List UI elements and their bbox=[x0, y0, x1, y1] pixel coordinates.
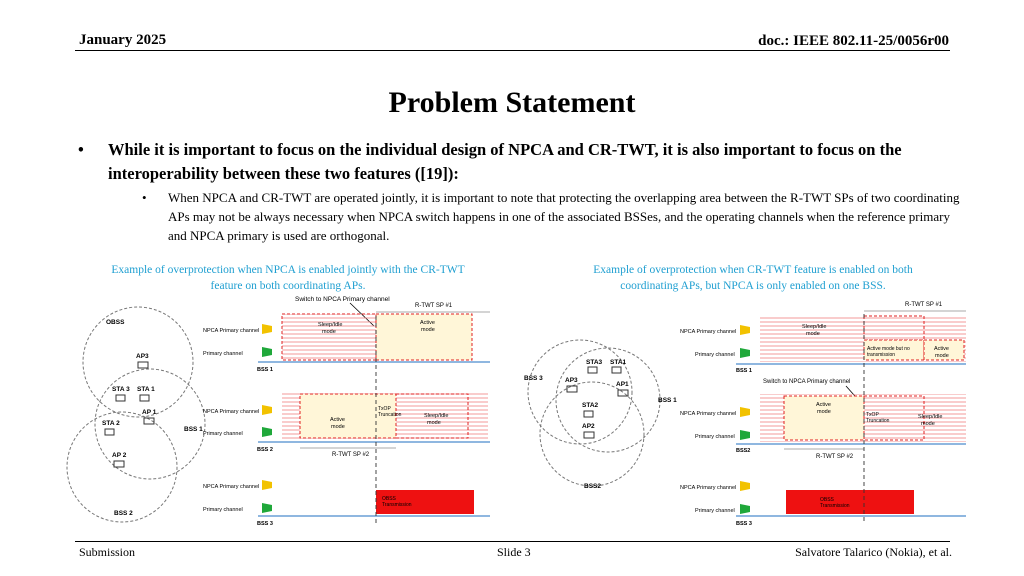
bss2-txop-text-2: Truncation bbox=[866, 418, 890, 424]
bss2-active-text-1: Active bbox=[330, 417, 345, 423]
footer-rule bbox=[75, 541, 950, 542]
npca-triangle-icon bbox=[740, 481, 750, 491]
sta1-device-icon bbox=[612, 367, 621, 373]
main-bullet-text: While it is important to focus on the individual design of NPCA and CR-TWT, it is also important to focus on the interoperability between these two features ([19]): bbox=[108, 140, 902, 183]
sub-bullet-text: When NPCA and CR-TWT are operated jointly, it is important to note that protecting the overlapping area between the R-TWT SPs of two coordinating APs may not be always necessary when NPCA switch happens in one of the associated BSSes, and the operating channels when the reference primary and NPCA primary is used are orthogonal. bbox=[168, 190, 960, 243]
bss3-npca-label: NPCA Primary channel bbox=[203, 484, 260, 490]
bss2-npca-label: NPCA Primary channel bbox=[203, 409, 260, 415]
left-figure-caption: Example of overprotection when NPCA is enabled jointly with the CR-TWT feature on both coordinating APs. bbox=[111, 264, 465, 292]
label-ap2: AP2 bbox=[582, 423, 595, 430]
sta3-device-icon bbox=[588, 367, 597, 373]
label-bss2-topo: BSS 2 bbox=[114, 510, 133, 517]
right-diagram bbox=[520, 292, 970, 532]
ap3-device-icon bbox=[567, 386, 577, 392]
footer-slide-number: Slide 3 bbox=[497, 545, 531, 559]
bss1-active-no-tx-text-1: Active mode but no bbox=[867, 346, 910, 352]
label-bss1-topo: BSS 1 bbox=[658, 397, 677, 404]
primary-triangle-icon bbox=[740, 504, 750, 514]
primary-triangle-icon bbox=[262, 503, 272, 513]
label-ap1: AP 1 bbox=[142, 409, 157, 416]
obss-text-1: OBSS bbox=[382, 496, 396, 502]
bss1-active-text-2: mode bbox=[421, 327, 435, 333]
bss1-sleep-text-1: Sleep/Idle bbox=[802, 324, 827, 330]
bss2-label: BSS 2 bbox=[257, 447, 273, 453]
obss-transmission-bar bbox=[786, 490, 914, 514]
bss2-label: BSS2 bbox=[736, 448, 751, 454]
bss1-active-text-2: mode bbox=[935, 353, 949, 359]
label-sta3: STA3 bbox=[586, 359, 603, 366]
bss1-sleep-text-1: Sleep/Idle bbox=[318, 322, 343, 328]
switch-label: Switch to NPCA Primary channel bbox=[295, 296, 390, 303]
bss1-active-text-1: Active bbox=[934, 346, 949, 352]
bss3-label: BSS 3 bbox=[257, 521, 273, 527]
bss2-sleep-text-1: Sleep/Idle bbox=[424, 413, 449, 419]
sta1-device-icon bbox=[140, 395, 149, 401]
primary-triangle-icon bbox=[740, 348, 750, 358]
bullet-dot: • bbox=[78, 140, 84, 159]
sta3-device-icon bbox=[116, 395, 125, 401]
label-bss3-topo: BSS 3 bbox=[524, 375, 543, 382]
npca-triangle-icon bbox=[262, 324, 272, 334]
rtwt-sp1-label: R-TWT SP #1 bbox=[415, 303, 453, 309]
rtwt-sp1-label: R-TWT SP #1 bbox=[905, 302, 943, 308]
bss3-primary-label: Primary channel bbox=[695, 508, 735, 514]
bss3-npca-label: NPCA Primary channel bbox=[680, 485, 737, 491]
main-bullet bbox=[78, 138, 958, 186]
bss2-npca-label: NPCA Primary channel bbox=[680, 411, 737, 417]
label-sta3: STA 3 bbox=[112, 386, 130, 393]
label-sta1: STA1 bbox=[610, 359, 627, 366]
left-topology bbox=[67, 307, 205, 522]
obss-text-2: Transmission bbox=[820, 503, 850, 509]
bullet-dot: • bbox=[142, 190, 147, 205]
bss2-active-text-2: mode bbox=[817, 409, 831, 415]
primary-triangle-icon bbox=[262, 427, 272, 437]
header-date: January 2025 bbox=[79, 32, 167, 48]
left-diagram bbox=[60, 292, 500, 532]
rtwt-sp2-label: R-TWT SP #2 bbox=[816, 454, 854, 460]
ap2-device-icon bbox=[584, 432, 594, 438]
bss1-label: BSS 1 bbox=[257, 367, 273, 373]
sub-bullet bbox=[142, 188, 962, 245]
bss2-txop-text-1: TxOP bbox=[866, 412, 879, 418]
label-sta2: STA2 bbox=[582, 402, 599, 409]
footer-author: Salvatore Talarico (Nokia), et al. bbox=[795, 545, 952, 559]
label-ap3: AP3 bbox=[565, 377, 578, 384]
slide-title: Problem Statement bbox=[388, 86, 636, 119]
ap3-device-icon bbox=[138, 362, 148, 368]
npca-triangle-icon bbox=[262, 405, 272, 415]
bss1-sleep-text-2: mode bbox=[322, 329, 336, 335]
right-figure-caption: Example of overprotection when CR-TWT feature is enabled on both coordinating APs, but NPCA is only enabled on one BSS. bbox=[593, 264, 913, 292]
label-ap2: AP 2 bbox=[112, 452, 127, 459]
bss3-label: BSS 3 bbox=[736, 521, 752, 527]
bss2-sleep-text-2: mode bbox=[427, 420, 441, 426]
bss1-npca-label: NPCA Primary channel bbox=[680, 329, 737, 335]
bss2-sleep-text-2: mode bbox=[921, 421, 935, 427]
bss2-active-text-2: mode bbox=[331, 424, 345, 430]
bss3-primary-label: Primary channel bbox=[203, 507, 243, 513]
bss2-primary-label: Primary channel bbox=[695, 434, 735, 440]
bss1-primary-label: Primary channel bbox=[203, 351, 243, 357]
header-doc-id: doc.: IEEE 802.11-25/0056r00 bbox=[758, 33, 949, 49]
bss1-active-text-1: Active bbox=[420, 320, 435, 326]
bss1-label: BSS 1 bbox=[736, 368, 752, 374]
bss2-txop-text-1: TxOP bbox=[378, 406, 391, 412]
bss1-primary-label: Primary channel bbox=[695, 352, 735, 358]
rtwt-sp2-label: R-TWT SP #2 bbox=[332, 452, 370, 458]
label-sta2: STA 2 bbox=[102, 420, 120, 427]
switch-label: Switch to NPCA Primary channel bbox=[763, 379, 851, 385]
label-sta1: STA 1 bbox=[137, 386, 155, 393]
footer-submission: Submission bbox=[79, 545, 136, 559]
npca-triangle-icon bbox=[740, 407, 750, 417]
sta2-device-icon bbox=[584, 411, 593, 417]
right-topology bbox=[524, 340, 677, 490]
obss-text-1: OBSS bbox=[820, 497, 834, 503]
ap2-device-icon bbox=[114, 461, 124, 467]
sta2-device-icon bbox=[105, 429, 114, 435]
bss2-txop-text-2: Truncation bbox=[378, 412, 402, 418]
npca-triangle-icon bbox=[262, 480, 272, 490]
primary-triangle-icon bbox=[262, 347, 272, 357]
bss1-npca-label: NPCA Primary channel bbox=[203, 328, 260, 334]
label-bss2-topo: BSS2 bbox=[584, 483, 601, 490]
label-ap3: AP3 bbox=[136, 353, 149, 360]
bss2-active-text-1: Active bbox=[816, 402, 831, 408]
header-rule bbox=[75, 50, 950, 51]
label-obss: OBSS bbox=[106, 319, 125, 326]
bss2-sleep-text-1: Sleep/Idle bbox=[918, 414, 943, 420]
label-ap1: AP1 bbox=[616, 381, 629, 388]
bss1-sleep-text-2: mode bbox=[806, 331, 820, 337]
label-bss1-topo: BSS 1 bbox=[184, 426, 203, 433]
obss-text-2: Transmission bbox=[382, 502, 412, 508]
bss2-primary-label: Primary channel bbox=[203, 431, 243, 437]
bss1-active-no-tx-text-2: transmission bbox=[867, 352, 896, 358]
primary-triangle-icon bbox=[740, 430, 750, 440]
npca-triangle-icon bbox=[740, 325, 750, 335]
bss1-hatch-area bbox=[282, 314, 378, 360]
